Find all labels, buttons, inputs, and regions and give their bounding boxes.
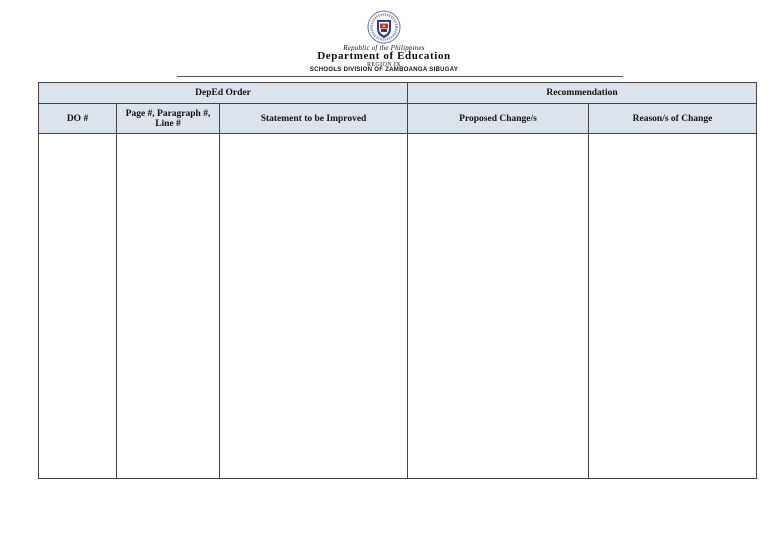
group-header-row <box>39 83 757 104</box>
column-header-row <box>39 104 757 134</box>
recommendation-form-table <box>38 82 757 479</box>
deped-seal-icon <box>367 10 401 44</box>
col-header-do-number: DO # <box>39 104 117 134</box>
col-header-statement: Statement to be Improved <box>220 104 408 134</box>
division-text: SCHOOLS DIVISION OF ZAMBOANGA SIBUGAY <box>309 67 459 73</box>
republic-text: Republic of the Philippines <box>343 44 425 52</box>
header-divider <box>177 76 623 77</box>
col-header-proposed-changes: Proposed Change/s <box>408 104 589 134</box>
cell-proposed-changes[interactable] <box>408 134 589 479</box>
department-title: Department of Education <box>317 50 451 62</box>
table-row <box>39 134 757 479</box>
cell-statement[interactable] <box>220 134 408 479</box>
col-header-reasons: Reason/s of Change <box>589 104 757 134</box>
recommendation-header: Recommendation <box>408 83 757 104</box>
cell-reasons[interactable] <box>589 134 757 479</box>
cell-do-number[interactable] <box>39 134 117 479</box>
deped-order-header: DepEd Order <box>39 83 408 104</box>
cell-page-paragraph-line[interactable] <box>117 134 220 479</box>
region-text: REGION IX <box>366 62 402 68</box>
col-header-page-paragraph-line: Page #, Paragraph #, Line # <box>117 104 220 134</box>
letterhead <box>0 0 768 80</box>
